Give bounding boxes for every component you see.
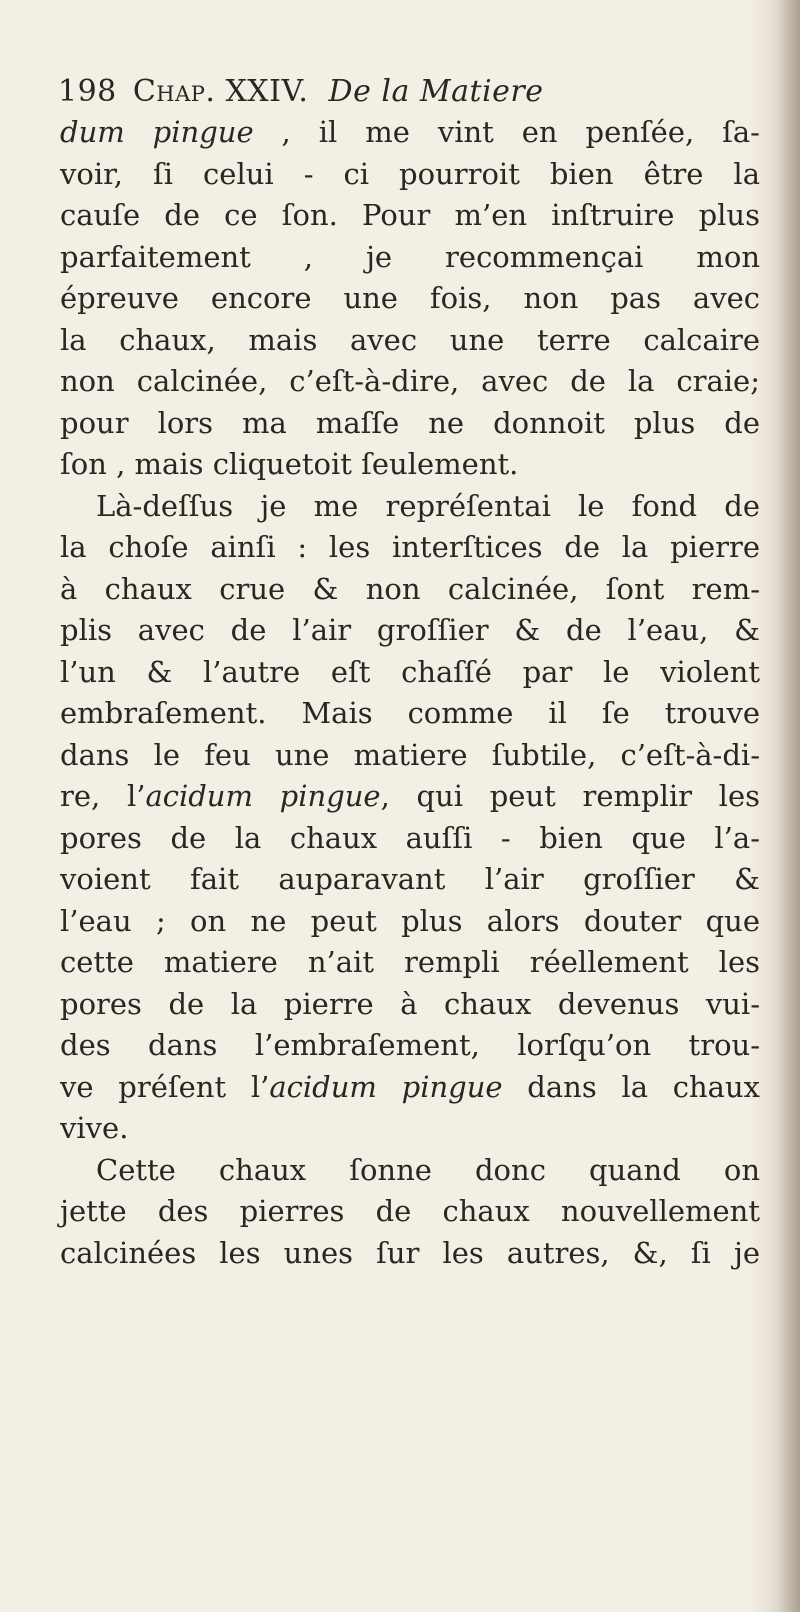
text-line — [60, 1233, 760, 1275]
text-line — [60, 1108, 760, 1150]
text-line — [60, 361, 760, 403]
page-edge-shadow — [778, 0, 800, 1612]
body-text — [60, 112, 760, 1274]
text-line — [60, 735, 760, 777]
italic-phrase: acidum pingue — [269, 1069, 503, 1104]
page-number: 198 — [58, 74, 117, 109]
text-line — [60, 652, 760, 694]
text-run: des dans l’embraſement, lorſqu’on trou- — [60, 1028, 760, 1062]
text-line — [60, 776, 760, 818]
text-run: Là-deſſus je me repréſentai le fond de — [96, 488, 760, 523]
text-line — [60, 154, 760, 196]
text-run: embraſement. Mais comme il ſe trouve — [60, 696, 760, 730]
text-line — [60, 486, 760, 528]
text-run: l’eau ; on ne peut plus alors douter que — [60, 903, 760, 938]
text-line — [60, 278, 760, 320]
text-line — [60, 569, 760, 611]
text-run: ve préſent l’ — [60, 1069, 270, 1104]
chapter-heading: Chap. XXIV. — [132, 74, 309, 109]
text-line — [60, 1191, 760, 1233]
text-line — [60, 942, 760, 984]
text-run: calcinées les unes ſur les autres, &, ſi je — [60, 1235, 760, 1270]
text-run: épreuve encore une fois, non pas avec — [60, 281, 760, 315]
text-run: vive. — [60, 1111, 129, 1145]
text-run: dans la chaux — [502, 1069, 761, 1104]
text-run: cette matiere n’ait rempli réellement les — [60, 945, 760, 979]
text-line — [60, 859, 760, 901]
text-run: la choſe ainſi : les interſtices de la pierre — [60, 530, 760, 564]
text-line — [60, 112, 760, 154]
text-run: jette des pierres de chaux nouvellement — [60, 1194, 760, 1228]
text-line — [60, 1067, 760, 1109]
text-run: voient fait auparavant l’air groſſier & — [60, 862, 760, 896]
text-line — [60, 403, 760, 445]
text-run: la chaux, mais avec une terre calcaire — [60, 322, 760, 357]
text-line — [60, 527, 760, 569]
text-line — [60, 444, 760, 486]
text-run: , il me vint en penſée, ſa- — [253, 115, 760, 149]
text-line — [60, 237, 760, 279]
italic-phrase: dum pingue — [60, 115, 254, 149]
text-line — [60, 320, 760, 362]
text-run: Cette chaux ſonne donc quand on — [96, 1152, 760, 1187]
text-line — [60, 1025, 760, 1067]
text-run: , qui peut remplir les — [380, 779, 760, 813]
text-line — [60, 1150, 760, 1192]
text-run: ſon , mais cliquetoit ſeulement. — [60, 447, 519, 481]
italic-phrase: acidum pingue — [145, 779, 381, 813]
text-run: pour lors ma maſſe ne donnoit plus de — [60, 405, 760, 440]
text-line — [60, 818, 760, 860]
text-run: plis avec de l’air groſſier & de l’eau, & — [60, 613, 760, 647]
text-line — [60, 610, 760, 652]
text-run: dans le feu une matiere ſubtile, c’eſt-à-di- — [60, 737, 760, 772]
text-run: cauſe de ce ſon. Pour m’en inſtruire plus — [60, 198, 760, 232]
text-run: pores de la chaux auſſi - bien que l’a- — [60, 820, 760, 855]
running-head — [58, 74, 544, 109]
text-run: non calcinée, c’eſt-à-dire, avec de la craie; — [60, 364, 760, 398]
text-run: re, l’ — [60, 779, 146, 813]
text-run: à chaux crue & non calcinée, ſont rem- — [60, 571, 760, 606]
text-line — [60, 195, 760, 237]
text-run: voir, ſi celui - ci pourroit bien être la — [60, 156, 760, 191]
text-line — [60, 901, 760, 943]
text-run: parfaitement , je recommençai mon — [60, 239, 760, 274]
text-run: pores de la pierre à chaux devenus vui- — [60, 986, 760, 1021]
text-line — [60, 984, 760, 1026]
chapter-subject: De la Matiere — [328, 74, 544, 109]
text-line — [60, 693, 760, 735]
text-run: l’un & l’autre eſt chaſſé par le violent — [60, 654, 760, 689]
